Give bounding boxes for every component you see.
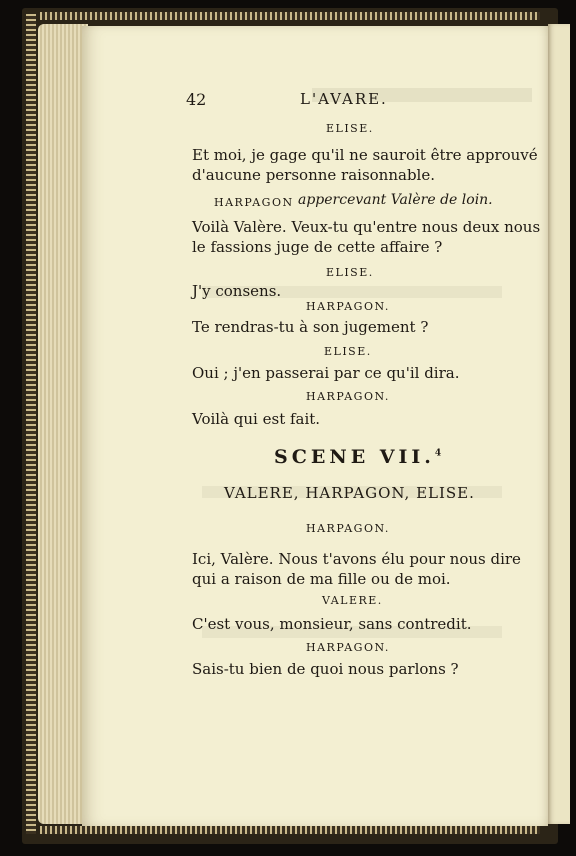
speaker-label: VALERE. (322, 594, 383, 607)
text-line: Sais-tu bien de quoi nous parlons ? (192, 660, 459, 678)
text-line: le fassions juge de cette affaire ? (192, 238, 443, 256)
footnote-marker: 4 (434, 448, 446, 459)
text-line: d'aucune personne raisonnable. (192, 166, 435, 184)
text-line: Voilà qui est fait. (192, 410, 321, 428)
speaker-label: ELISE. (324, 345, 372, 358)
cover-border-top (40, 12, 540, 20)
text-line: C'est vous, monsieur, sans contredit. (192, 615, 472, 633)
scene-title (274, 446, 445, 468)
page-stack (38, 24, 88, 824)
cover-border-left (26, 14, 36, 834)
cover-border-bottom (40, 826, 540, 834)
text-line: Te rendras-tu à son jugement ? (192, 318, 429, 336)
running-head: L'AVARE. (300, 90, 388, 108)
text-line: Et moi, je gage qu'il ne sauroit être approuvé (192, 146, 538, 164)
speaker-label: ELISE. (326, 266, 374, 279)
speaker-label: HARPAGON (214, 196, 294, 209)
speaker-label: HARPAGON. (306, 390, 390, 403)
speaker-label: HARPAGON. (306, 641, 390, 654)
text-line: qui a raison de ma fille ou de moi. (192, 570, 451, 588)
text-line: Ici, Valère. Nous t'avons élu pour nous dire (192, 550, 521, 568)
text-line: Oui ; j'en passerai par ce qu'il dira. (192, 364, 460, 382)
page-number: 42 (186, 90, 207, 109)
speaker-label: HARPAGON. (306, 300, 390, 313)
stage-direction: appercevant Valère de loin. (298, 192, 493, 208)
speaker-label: HARPAGON. (306, 522, 390, 535)
cast-list: VALERE, HARPAGON, ELISE. (224, 484, 475, 502)
text-line: Voilà Valère. Veux-tu qu'entre nous deux nous (192, 218, 541, 236)
text-line: J'y consens. (192, 282, 282, 300)
scene-title-text: SCENE VII. (274, 446, 435, 468)
speaker-label: ELISE. (326, 122, 374, 135)
next-page-edge (548, 24, 570, 824)
